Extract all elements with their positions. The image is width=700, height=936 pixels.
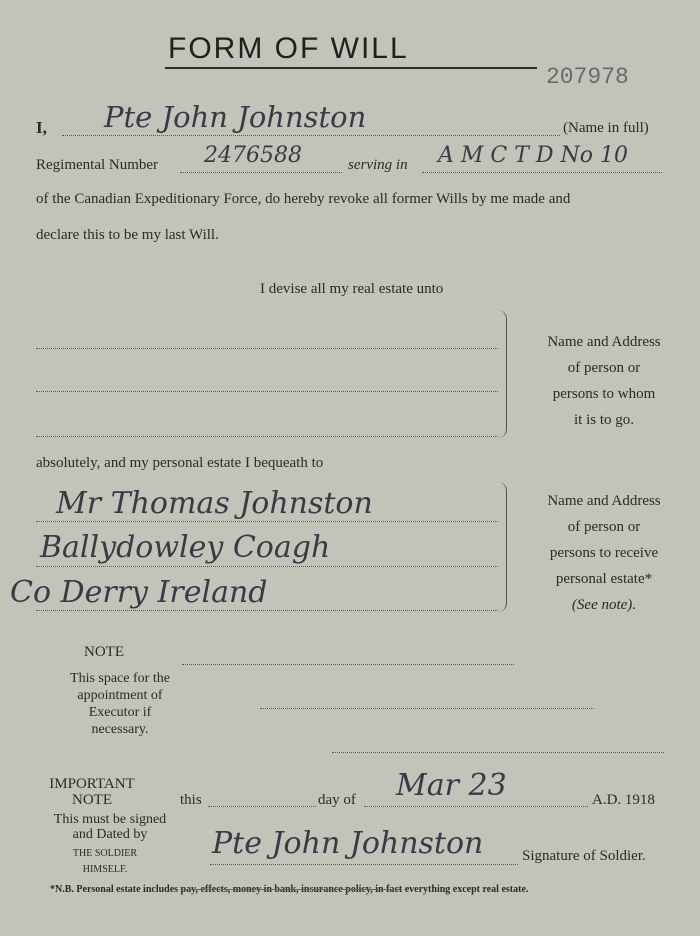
testator-name-handwritten: Pte John Johnston: [104, 100, 367, 134]
executor-note-line: Executor if: [88, 705, 152, 720]
serving-in-label: serving in: [348, 157, 408, 173]
month-line: [364, 806, 588, 807]
signing-instruction: [20, 812, 200, 842]
soldier-line: THE SOLDIER: [72, 848, 138, 859]
footnote: [50, 884, 528, 895]
personal-estate-line-1: [36, 521, 498, 522]
regimental-number-handwritten: 2476588: [204, 143, 302, 168]
testator-prefix: I,: [36, 118, 47, 137]
real-estate-line-3: [36, 436, 498, 437]
signature-of-soldier-label: Signature of Soldier.: [522, 848, 646, 864]
testator-name-line: [62, 135, 560, 136]
signature-line: [210, 864, 518, 865]
regimental-number-line: [180, 172, 342, 173]
real-estate-side-line: Name and Address: [547, 334, 661, 350]
real-estate-line-2: [36, 391, 498, 392]
important-note-line: IMPORTANT: [49, 776, 135, 792]
soldier-signature-handwritten: Pte John Johnston: [212, 826, 484, 861]
important-note-line: NOTE: [72, 792, 112, 808]
executor-note-line: appointment of: [77, 688, 163, 703]
personal-estate-side-line: of person or: [567, 519, 641, 535]
day-of-label: day of: [318, 792, 356, 808]
serial-number: 207978: [546, 64, 629, 90]
personal-estate-side-line: (See note).: [571, 597, 637, 613]
unit-handwritten: A M C T D No 10: [438, 143, 629, 168]
signing-instruction-line: This must be signed: [53, 812, 167, 827]
real-estate-side-label: [514, 329, 694, 433]
executor-note-text: [30, 670, 210, 738]
real-estate-heading: I devise all my real estate unto: [260, 281, 444, 297]
footnote-suffix: everything except real estate.: [402, 884, 529, 895]
executor-line-2: [260, 708, 594, 709]
personal-estate-side-line: persons to receive: [549, 545, 659, 561]
personal-estate-intro: absolutely, and my personal estate I bequeath to: [36, 455, 324, 471]
this-label: this: [180, 792, 202, 808]
personal-estate-brace: [498, 482, 507, 612]
real-estate-side-line: it is to go.: [573, 412, 634, 428]
signing-instruction-line: and Dated by: [72, 827, 148, 842]
executor-note-heading: NOTE: [84, 644, 124, 660]
year-label: A.D. 1918: [592, 792, 655, 808]
executor-line-1: [182, 664, 514, 665]
name-in-full-hint: (Name in full): [563, 120, 649, 136]
important-note: [20, 776, 164, 808]
declaration-line-1: of the Canadian Expeditionary Force, do hereby revoke all former Wills by me made and: [36, 191, 571, 207]
footnote-prefix: *N.B. Personal estate includes: [50, 884, 181, 895]
title-underline: [165, 67, 537, 69]
real-estate-brace: [498, 310, 507, 438]
executor-note-line: This space for the: [70, 671, 170, 686]
real-estate-side-line: of person or: [567, 360, 641, 376]
regimental-number-label: Regimental Number: [36, 157, 159, 173]
declaration-line-2: declare this to be my last Will.: [36, 227, 219, 243]
executor-note-line: necessary.: [91, 722, 149, 737]
beneficiary-address-1-handwritten: Ballydowley Coagh: [40, 530, 331, 565]
beneficiary-name-handwritten: Mr Thomas Johnston: [56, 486, 373, 521]
executor-line-3: [332, 752, 664, 753]
date-handwritten: Mar 23: [396, 768, 507, 803]
real-estate-side-line: persons to whom: [552, 386, 656, 402]
personal-estate-line-3: [36, 610, 498, 611]
footnote-struck-text: pay, effects, money in bank, insurance policy, in fact: [180, 884, 403, 895]
form-title: FORM OF WILL: [168, 32, 409, 65]
personal-estate-side-label: [514, 488, 694, 618]
unit-line: [422, 172, 662, 173]
soldier-line: HIMSELF.: [82, 864, 128, 875]
personal-estate-line-2: [36, 566, 498, 567]
beneficiary-address-2-handwritten: Co Derry Ireland: [10, 575, 268, 610]
the-soldier-himself: [48, 846, 162, 878]
real-estate-line-1: [36, 348, 498, 349]
day-line: [208, 806, 316, 807]
personal-estate-side-line: Name and Address: [547, 493, 661, 509]
personal-estate-side-line: personal estate*: [555, 571, 653, 587]
